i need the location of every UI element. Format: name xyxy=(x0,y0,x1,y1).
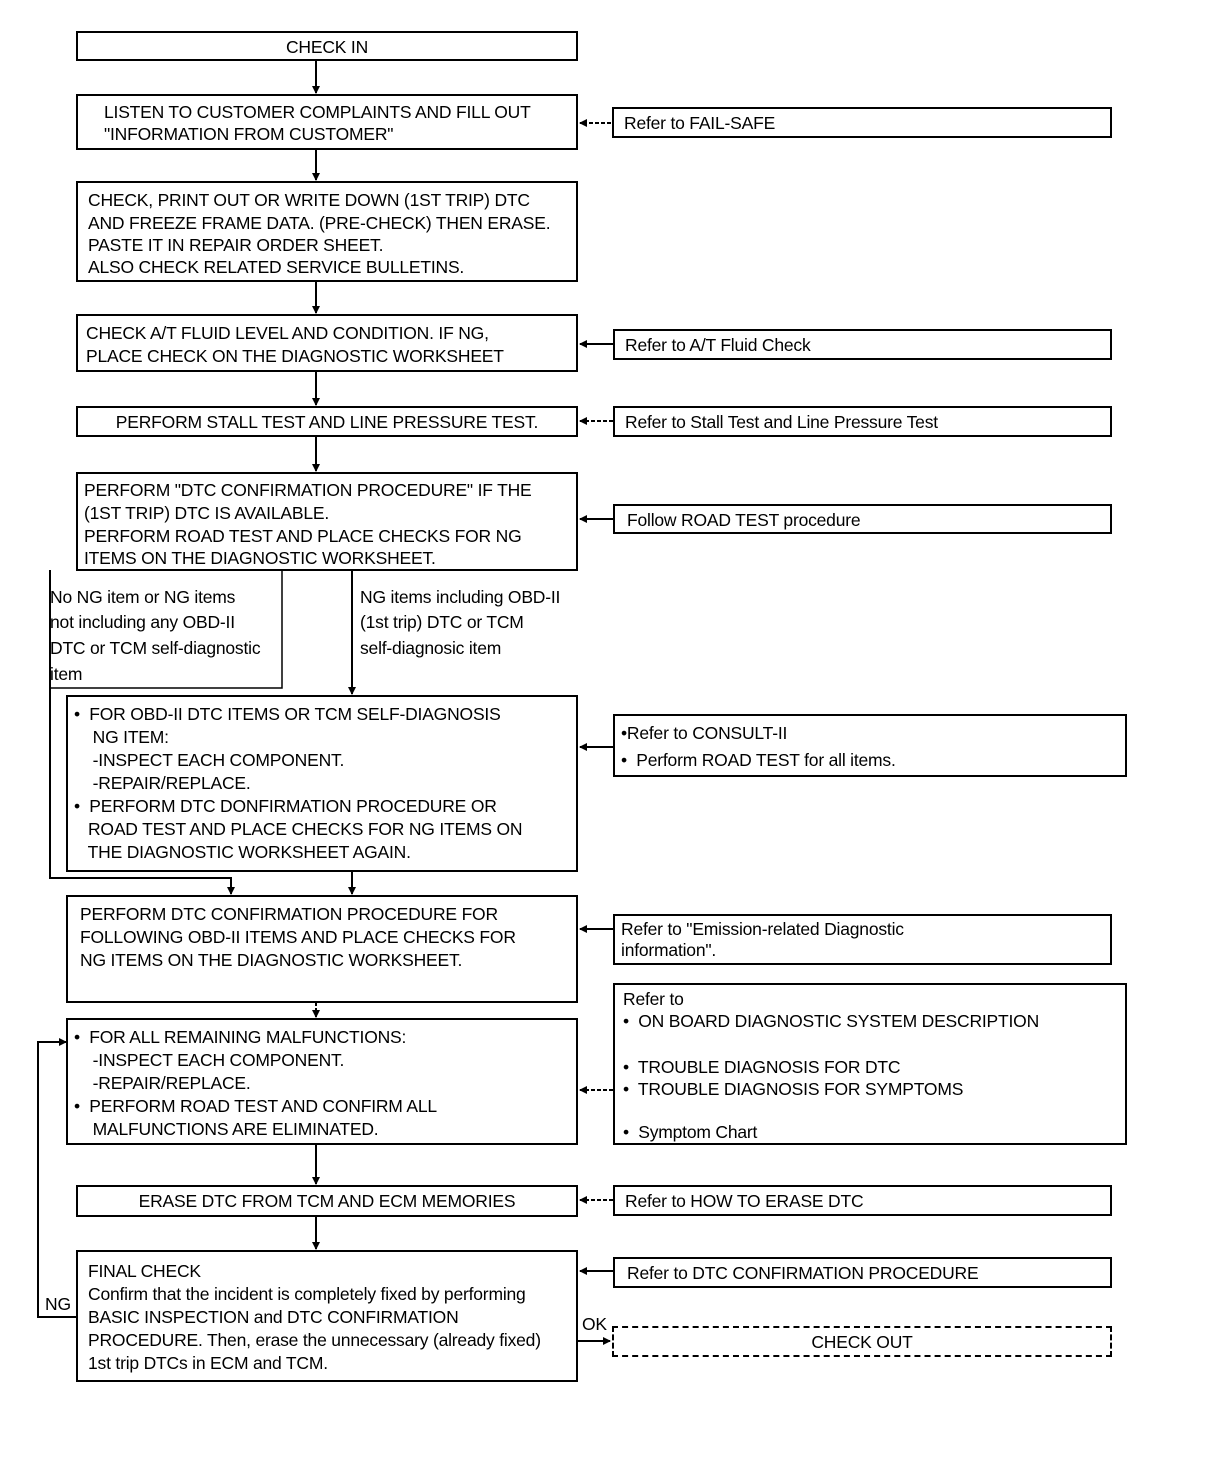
step-remaining-malfunctions xyxy=(66,1018,578,1145)
step-listen-line-2: "INFORMATION FROM CUSTOMER" xyxy=(104,124,394,144)
step-obd-line-4: -REPAIR/REPLACE. xyxy=(74,773,251,793)
step-final-line-4: PROCEDURE. Then, erase the unnecessary (already fixed) xyxy=(88,1330,541,1350)
ref-roadtest-label: Follow ROAD TEST procedure xyxy=(627,510,861,530)
step-check-dtc-line-4: ALSO CHECK RELATED SERVICE BULLETINS. xyxy=(88,257,465,277)
step-listen xyxy=(76,94,578,150)
step-final-line-1: FINAL CHECK xyxy=(88,1261,201,1281)
ref-stall-test xyxy=(613,406,1112,437)
step-check-dtc-line-3: PASTE IT IN REPAIR ORDER SHEET. xyxy=(88,235,384,255)
step-check-dtc-line-2: AND FREEZE FRAME DATA. (PRE-CHECK) THEN ERASE. xyxy=(88,213,551,233)
step-final-line-3: BASIC INSPECTION and DTC CONFIRMATION xyxy=(88,1307,459,1327)
step-obd-items xyxy=(66,695,578,872)
step-obd-line-6: ROAD TEST AND PLACE CHECKS FOR NG ITEMS ON xyxy=(74,819,523,839)
step-final-line-5: 1st trip DTCs in ECM and TCM. xyxy=(88,1353,328,1373)
step-obd-line-2: NG ITEM: xyxy=(74,727,169,747)
step-following-items xyxy=(66,895,578,1003)
ref-erase-label: Refer to HOW TO ERASE DTC xyxy=(625,1191,864,1211)
ref-onboard-line-4: • TROUBLE DIAGNOSIS FOR DTC xyxy=(623,1057,901,1077)
step-final-check xyxy=(76,1250,578,1382)
ok-label: OK xyxy=(582,1314,607,1334)
step-remaining-line-5: MALFUNCTIONS ARE ELIMINATED. xyxy=(74,1119,379,1139)
step-check-dtc-line-1: CHECK, PRINT OUT OR WRITE DOWN (1ST TRIP) DTC xyxy=(88,190,530,210)
step-check-dtc xyxy=(76,181,578,282)
step-fluid-line-2: PLACE CHECK ON THE DIAGNOSTIC WORKSHEET xyxy=(86,346,504,366)
branch-right-line-2: (1st trip) DTC or TCM xyxy=(360,612,524,632)
ref-emission-line-1: Refer to "Emission-related Diagnostic xyxy=(621,919,904,939)
step-remaining-line-4: • PERFORM ROAD TEST AND CONFIRM ALL xyxy=(74,1096,437,1116)
step-remaining-line-3: -REPAIR/REPLACE. xyxy=(74,1073,251,1093)
ref-emission-line-2: information". xyxy=(621,940,717,960)
ref-onboard xyxy=(613,983,1127,1145)
step-dtc-confirmation xyxy=(76,472,578,571)
step-listen-line-1: LISTEN TO CUSTOMER COMPLAINTS AND FILL OUT xyxy=(104,102,531,122)
step-obd-line-3: -INSPECT EACH COMPONENT. xyxy=(74,750,345,770)
step-dtc-confirm-line-4: ITEMS ON THE DIAGNOSTIC WORKSHEET. xyxy=(84,548,436,568)
ref-consult-line-2: • Perform ROAD TEST for all items. xyxy=(621,750,896,770)
step-obd-line-5: • PERFORM DTC DONFIRMATION PROCEDURE OR xyxy=(74,796,497,816)
step-check-in-label: CHECK IN xyxy=(285,37,369,57)
step-dtc-confirm-line-3: PERFORM ROAD TEST AND PLACE CHECKS FOR NG xyxy=(84,526,522,546)
step-check-in xyxy=(76,31,578,61)
ref-fluid-label: Refer to A/T Fluid Check xyxy=(625,335,811,355)
step-remaining-line-1: • FOR ALL REMAINING MALFUNCTIONS: xyxy=(74,1027,407,1047)
ref-onboard-line-1: Refer to xyxy=(623,989,684,1009)
step-remaining-line-2: -INSPECT EACH COMPONENT. xyxy=(74,1050,345,1070)
branch-right-line-1: NG items including OBD-II xyxy=(360,587,561,607)
step-erase-label: ERASE DTC FROM TCM AND ECM MEMORIES xyxy=(138,1191,516,1211)
step-check-out xyxy=(612,1326,1112,1357)
branch-left-line-1: No NG item or NG items xyxy=(50,587,236,607)
step-stall-label: PERFORM STALL TEST AND LINE PRESSURE TEST. xyxy=(115,412,539,432)
step-following-line-1: PERFORM DTC CONFIRMATION PROCEDURE FOR xyxy=(80,904,498,924)
ref-consult xyxy=(613,714,1127,777)
ref-onboard-line-7: • Symptom Chart xyxy=(623,1122,758,1142)
step-fluid-line-1: CHECK A/T FLUID LEVEL AND CONDITION. IF NG, xyxy=(86,323,489,343)
step-fluid-check xyxy=(76,314,578,372)
step-erase-dtc xyxy=(76,1185,578,1217)
branch-left-line-3: DTC or TCM self-diagnostic xyxy=(50,638,261,658)
branch-right-line-3: self-diagnosic item xyxy=(360,638,502,658)
ref-failsafe-label: Refer to FAIL-SAFE xyxy=(624,113,776,133)
ng-label: NG xyxy=(45,1294,71,1314)
step-stall-test xyxy=(76,406,578,437)
step-dtc-confirm-line-1: PERFORM "DTC CONFIRMATION PROCEDURE" IF THE xyxy=(84,480,532,500)
ref-failsafe xyxy=(612,107,1112,138)
ref-erase-dtc xyxy=(613,1185,1112,1216)
ref-road-test xyxy=(613,504,1112,534)
ref-consult-line-1: •Refer to CONSULT-II xyxy=(621,723,788,743)
step-final-line-2: Confirm that the incident is completely fixed by performing xyxy=(88,1284,526,1304)
ref-fluid-check xyxy=(613,329,1112,360)
step-dtc-confirm-line-2: (1ST TRIP) DTC IS AVAILABLE. xyxy=(84,503,329,523)
step-obd-line-7: THE DIAGNOSTIC WORKSHEET AGAIN. xyxy=(74,842,411,862)
ref-emission xyxy=(613,914,1112,965)
branch-left-line-2: not including any OBD-II xyxy=(50,612,235,632)
step-following-line-2: FOLLOWING OBD-II ITEMS AND PLACE CHECKS FOR xyxy=(80,927,516,947)
ref-onboard-line-5: • TROUBLE DIAGNOSIS FOR SYMPTOMS xyxy=(623,1079,964,1099)
ref-dtc-procedure xyxy=(613,1257,1112,1288)
step-following-line-3: NG ITEMS ON THE DIAGNOSTIC WORKSHEET. xyxy=(80,950,463,970)
step-check-out-label: CHECK OUT xyxy=(811,1332,913,1352)
step-obd-line-1: • FOR OBD-II DTC ITEMS OR TCM SELF-DIAGNOSIS xyxy=(74,704,501,724)
ref-dtcproc-label: Refer to DTC CONFIRMATION PROCEDURE xyxy=(627,1263,979,1283)
ref-stall-label: Refer to Stall Test and Line Pressure Test xyxy=(625,412,938,432)
ref-onboard-line-2: • ON BOARD DIAGNOSTIC SYSTEM DESCRIPTION xyxy=(623,1011,1040,1031)
branch-left-line-4: item xyxy=(50,664,83,684)
